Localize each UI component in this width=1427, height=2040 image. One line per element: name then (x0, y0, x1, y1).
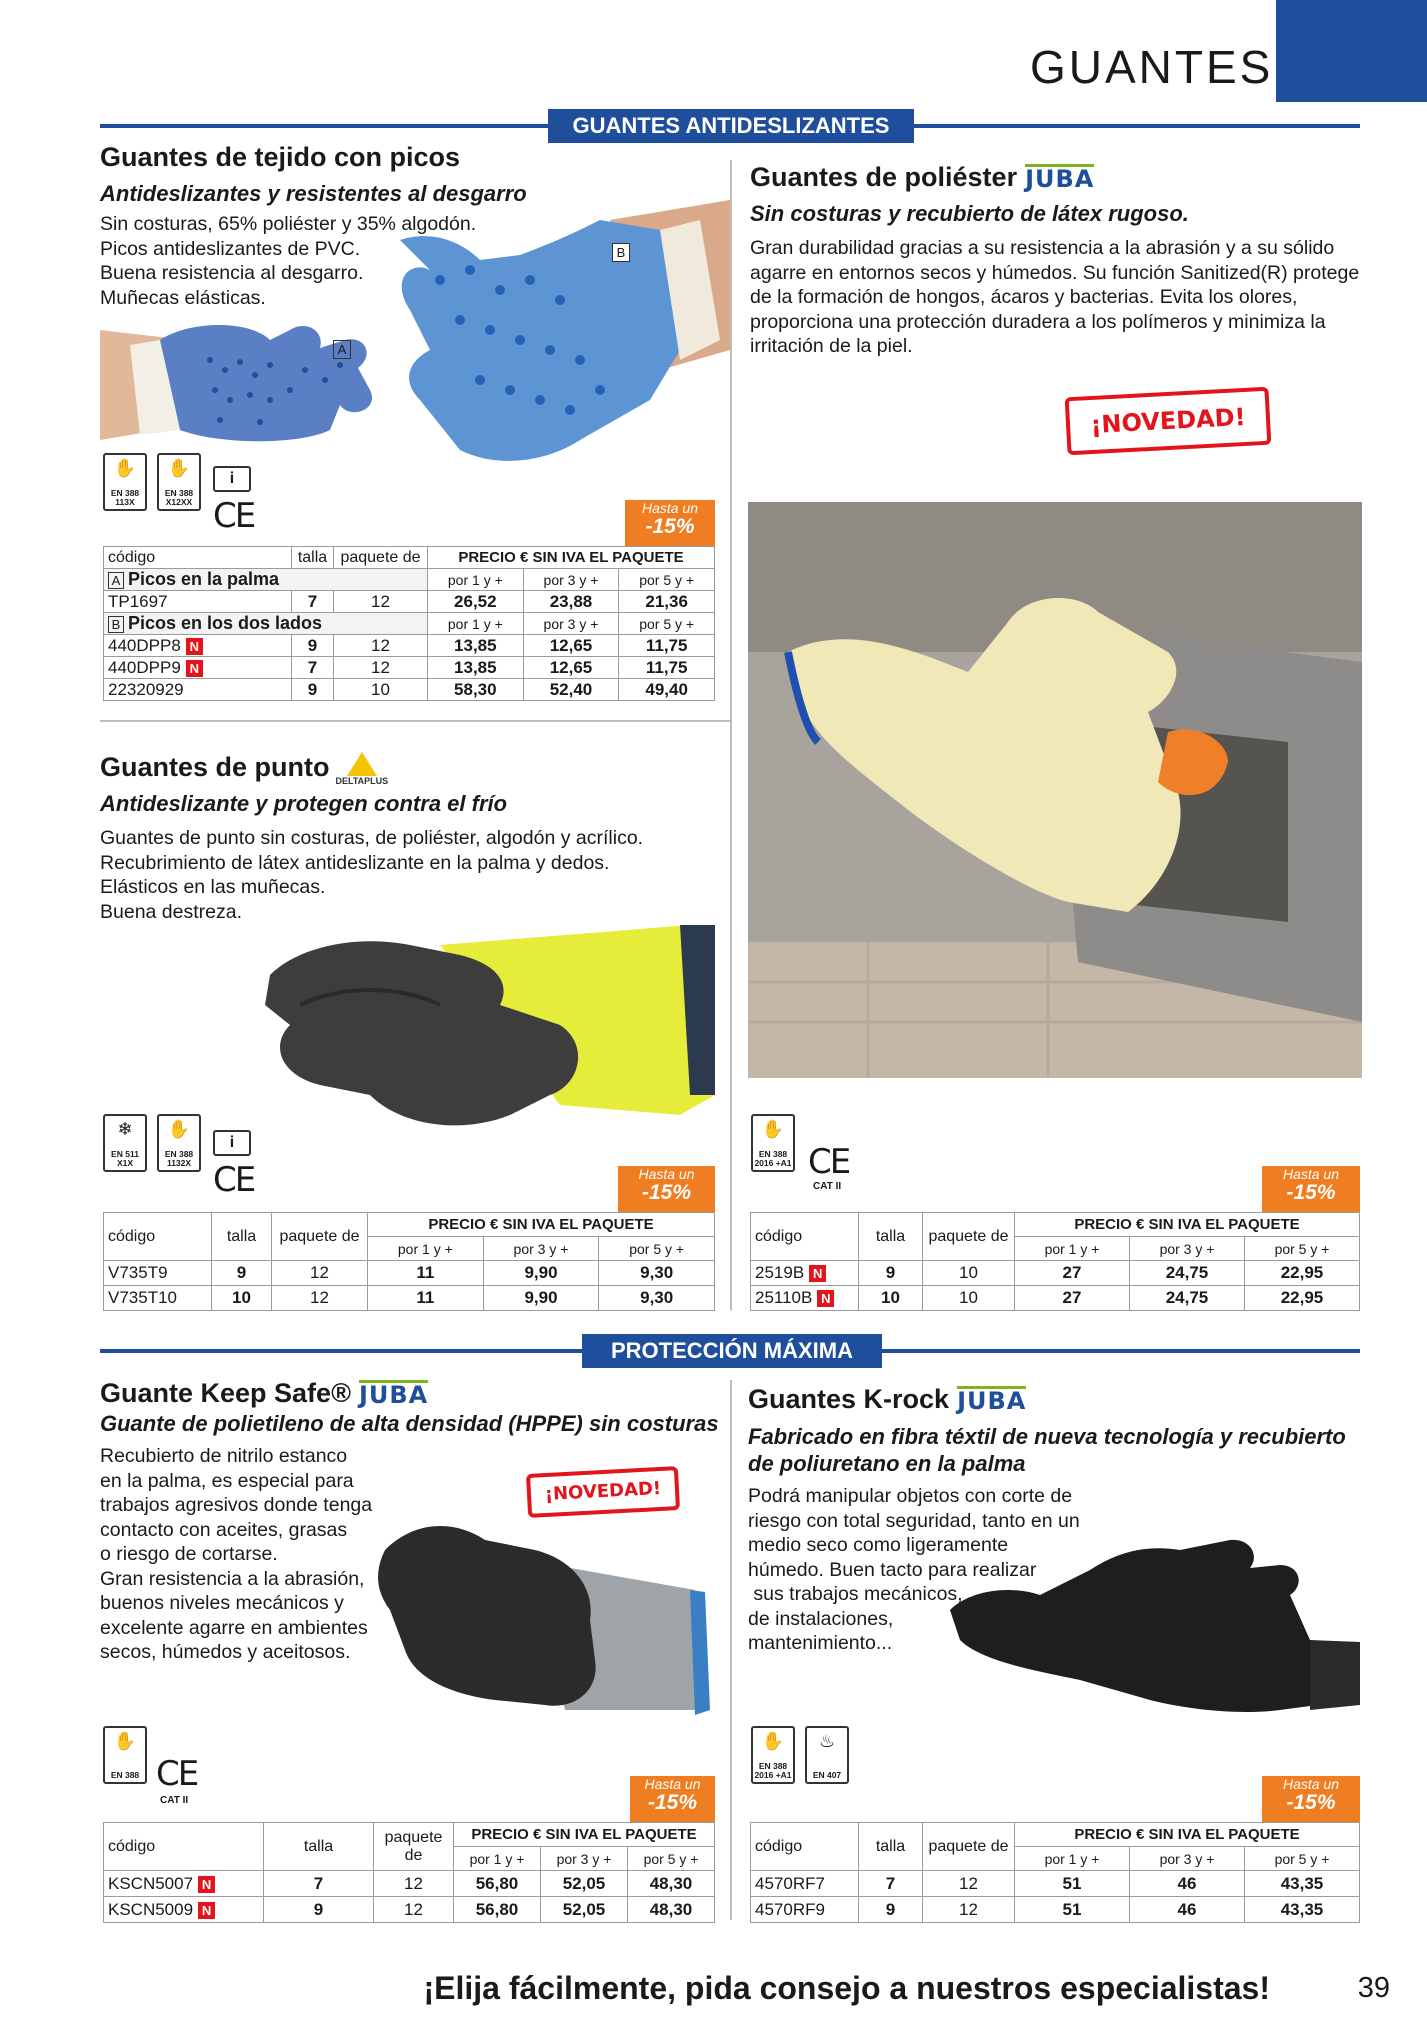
product-image-punto (260, 915, 715, 1135)
col-codigo: código (104, 547, 292, 569)
product-description-keepsafe (100, 1444, 400, 1665)
desc-line: Picos antideslizantes de PVC. (100, 237, 361, 260)
group-b-label: B Picos en los dos lados (104, 613, 428, 635)
price-table-krock: código talla paquete de PRECIO € SIN IVA EL PAQUETE por 1 y + por 3 y + por 5 y + 4570RF7 7 12 51 46 43,35 4570RF9 9 12 51 46 43,35 (750, 1822, 1360, 1923)
product-description-poliester: Gran durabilidad gracias a su resistencia a la abrasión y a su sólido agarre en entornos secos y húmedos. Su función Sanitized(R) protege de la formación de hongos, ácaros y bacterias. Evita los olores, proporciona una protección duradera a los polímeros y minimiza la irritación de la piel. (750, 237, 1360, 357)
desc-line: riesgo con total seguridad, tanto en un (748, 1509, 1080, 1532)
juba-logo: JUBA (957, 1386, 1027, 1415)
desc-line: Muñecas elásticas. (100, 286, 266, 309)
table-row: KSCN5007 N 7 12 56,80 52,05 48,30 (104, 1871, 715, 1897)
product-title-krock: Guantes K-rock JUBA (748, 1384, 1027, 1415)
product-subtitle-keepsafe: Guante de polietileno de alta densidad (HPPE) sin costuras (100, 1411, 719, 1436)
desc-line: Elásticos en las muñecas. (100, 876, 326, 898)
column-divider (730, 160, 732, 1310)
product-title-poliester: Guantes de poliéster JUBA (750, 162, 1095, 193)
table-row: 440DPP9 N 7 12 13,85 12,65 11,75 (104, 657, 715, 679)
desc-line: mantenimiento... (748, 1632, 893, 1654)
product-subtitle-picos: Antideslizantes y resistentes al desgarro (100, 181, 527, 206)
desc-line: en la palma, es especial para (100, 1469, 354, 1492)
desc-line: secos, húmedos y aceitosos. (100, 1641, 351, 1663)
table-row: 25110B N 10 10 27 24,75 22,95 (751, 1286, 1360, 1311)
hand-shield-icon: ✋ EN 388 X12XX (157, 453, 201, 511)
snowflake-shield-icon: ❄ EN 511 X1X (103, 1114, 147, 1172)
hand-shield-icon: ✋ EN 388 113X (103, 453, 147, 511)
discount-badge: Hasta un -15% (618, 1166, 715, 1212)
table-row: 440DPP8 N 9 12 13,85 12,65 11,75 (104, 635, 715, 657)
product-image-glove-b (400, 200, 730, 470)
deltaplus-logo: DELTAPLUS (336, 752, 389, 786)
column-divider (730, 1380, 732, 1920)
table-row: 22320929 9 10 58,30 52,40 49,40 (104, 679, 715, 701)
page-title: GUANTES (1030, 41, 1274, 93)
flame-shield-icon: ♨ EN 407 (805, 1726, 849, 1784)
novedad-badge: ¡NOVEDAD! (1065, 387, 1272, 456)
new-badge: N (198, 1876, 215, 1893)
price-table-keepsafe: código talla paquete de PRECIO € SIN IVA EL PAQUETE por 1 y + por 3 y + por 5 y + KSCN5007 N 7 12 56,80 52,05 48,30 KSCN5009 N 9 12 56,80 52,05 48,30 (103, 1822, 715, 1923)
new-badge: N (198, 1902, 215, 1919)
product-title-picos: Guantes de tejido con picos (100, 142, 461, 172)
product-title-punto: Guantes de punto DELTAPLUS (100, 752, 389, 786)
desc-line: Buena destreza. (100, 900, 243, 923)
desc-line: Recubrimiento de látex antideslizante en la palma y dedos. (100, 851, 610, 874)
discount-badge: Hasta un -15% (1262, 1776, 1360, 1822)
section-banner-proteccion: PROTECCIÓN MÁXIMA (582, 1334, 882, 1368)
row-divider (100, 720, 731, 722)
product-image-keepsafe (375, 1510, 715, 1725)
table-row: 4570RF7 7 12 51 46 43,35 (751, 1871, 1360, 1897)
desc-line: trabajos agresivos donde tenga (100, 1494, 373, 1516)
price-table-picos: código talla paquete de PRECIO € SIN IVA EL PAQUETE A Picos en la palma por 1 y + por 3 y + por 5 y + TP1697 7 12 26,52 23,88 21,36 B Picos en los dos lados por 1 y + por 3 y + por 5 y + 440DPP8 N 9 12 13,85 12,65 11,75 440DPP9 N 7 12 13,85 12,65 11,75 22320929 9 10 58,30 52,40 49,40 (103, 546, 715, 701)
discount-badge: Hasta un -15% (625, 500, 715, 546)
section-banner-antideslizantes: GUANTES ANTIDESLIZANTES (548, 109, 914, 143)
desc-line: Sin costuras, 65% poliéster y 35% algodón. (100, 213, 477, 235)
ce-mark: CE (213, 1160, 255, 1200)
hand-shield-icon: ✋ EN 388 (103, 1726, 147, 1784)
price-table-poliester: código talla paquete de PRECIO € SIN IVA EL PAQUETE por 1 y + por 3 y + por 5 y + 2519B N 9 10 27 24,75 22,95 25110B N 10 10 27 24,75 22,95 (750, 1212, 1360, 1311)
ce-category: CAT II (813, 1181, 842, 1192)
col-talla: talla (292, 547, 334, 569)
desc-line: buenos niveles mecánicos y (100, 1592, 344, 1614)
desc-line: o riesgo de cortarse. (100, 1543, 278, 1565)
desc-line: Podrá manipular objetos con corte de (748, 1485, 1073, 1507)
juba-logo: JUBA (358, 1380, 429, 1409)
hand-shield-icon: ✋ EN 388 1132X (157, 1114, 201, 1172)
product-subtitle-poliester: Sin costuras y recubierto de látex rugoso. (750, 201, 1189, 226)
juba-logo: JUBA (1025, 164, 1095, 193)
ce-mark: CE (156, 1754, 198, 1794)
ce-mark: CE (213, 496, 255, 536)
product-image-glove-a (100, 310, 390, 450)
desc-line: excelente agarre en ambientes (100, 1616, 368, 1639)
desc-line: medio seco como ligeramente (748, 1534, 1009, 1556)
ce-category: CAT II (160, 1795, 189, 1806)
table-row: 4570RF9 9 12 51 46 43,35 (751, 1897, 1360, 1923)
discount-badge: Hasta un -15% (630, 1776, 715, 1822)
product-subtitle-krock: Fabricado en fibra téxtil de nueva tecnología y recubierto de poliuretano en la palma (748, 1424, 1346, 1476)
hand-shield-icon: ✋ EN 388 2016 +A1 (751, 1114, 795, 1172)
desc-line: húmedo. Buen tacto para realizar (748, 1558, 1037, 1581)
desc-line: sus trabajos mecánicos, (748, 1583, 963, 1605)
table-row: KSCN5009 N 9 12 56,80 52,05 48,30 (104, 1897, 715, 1923)
group-a-label: A Picos en la palma (104, 569, 428, 591)
product-image-poliester (748, 502, 1362, 1078)
discount-badge: Hasta un -15% (1262, 1166, 1360, 1212)
info-manual-icon: i (213, 1130, 251, 1156)
product-image-krock (950, 1530, 1360, 1720)
desc-line: contacto con aceites, grasas (100, 1518, 348, 1541)
product-description-punto (100, 826, 720, 924)
hand-shield-icon: ✋ EN 388 2016 +A1 (751, 1726, 795, 1784)
desc-line: Buena resistencia al desgarro. (100, 262, 364, 284)
new-badge: N (817, 1290, 834, 1307)
product-title-keepsafe: Guante Keep Safe® JUBA (100, 1378, 429, 1409)
desc-line: Recubierto de nitrilo estanco (100, 1445, 348, 1467)
table-row: TP1697 7 12 26,52 23,88 21,36 (104, 591, 715, 613)
price-table-punto: código talla paquete de PRECIO € SIN IVA EL PAQUETE por 1 y + por 3 y + por 5 y + V735T9 9 12 11 9,90 9,30 V735T10 10 12 11 9,90 9,30 (103, 1212, 715, 1311)
label-a: A (333, 340, 351, 359)
product-subtitle-punto: Antideslizante y protegen contra el frío (100, 791, 508, 816)
table-row: V735T9 9 12 11 9,90 9,30 (104, 1261, 715, 1286)
new-badge: N (809, 1265, 826, 1282)
footer-slogan: ¡Elija fácilmente, pida consejo a nuestros especialistas! (423, 1970, 1270, 2006)
desc-line: de instalaciones, (748, 1607, 894, 1630)
label-b: B (612, 243, 630, 262)
col-paquete: paquete de (334, 547, 428, 569)
col-precio: PRECIO € SIN IVA EL PAQUETE (428, 547, 715, 569)
table-row: 2519B N 9 10 27 24,75 22,95 (751, 1261, 1360, 1286)
desc-line: Guantes de punto sin costuras, de poliéster, algodón y acrílico. (100, 827, 644, 849)
corner-tab (1276, 0, 1427, 102)
ce-mark: CE (808, 1142, 850, 1182)
page-number: 39 (1357, 1972, 1390, 2004)
info-manual-icon: i (213, 466, 251, 492)
table-row: V735T10 10 12 11 9,90 9,30 (104, 1286, 715, 1311)
new-badge: N (186, 638, 203, 655)
novedad-badge: ¡NOVEDAD! (526, 1466, 680, 1518)
desc-line: Gran resistencia a la abrasión, (100, 1567, 365, 1590)
new-badge: N (186, 660, 203, 677)
